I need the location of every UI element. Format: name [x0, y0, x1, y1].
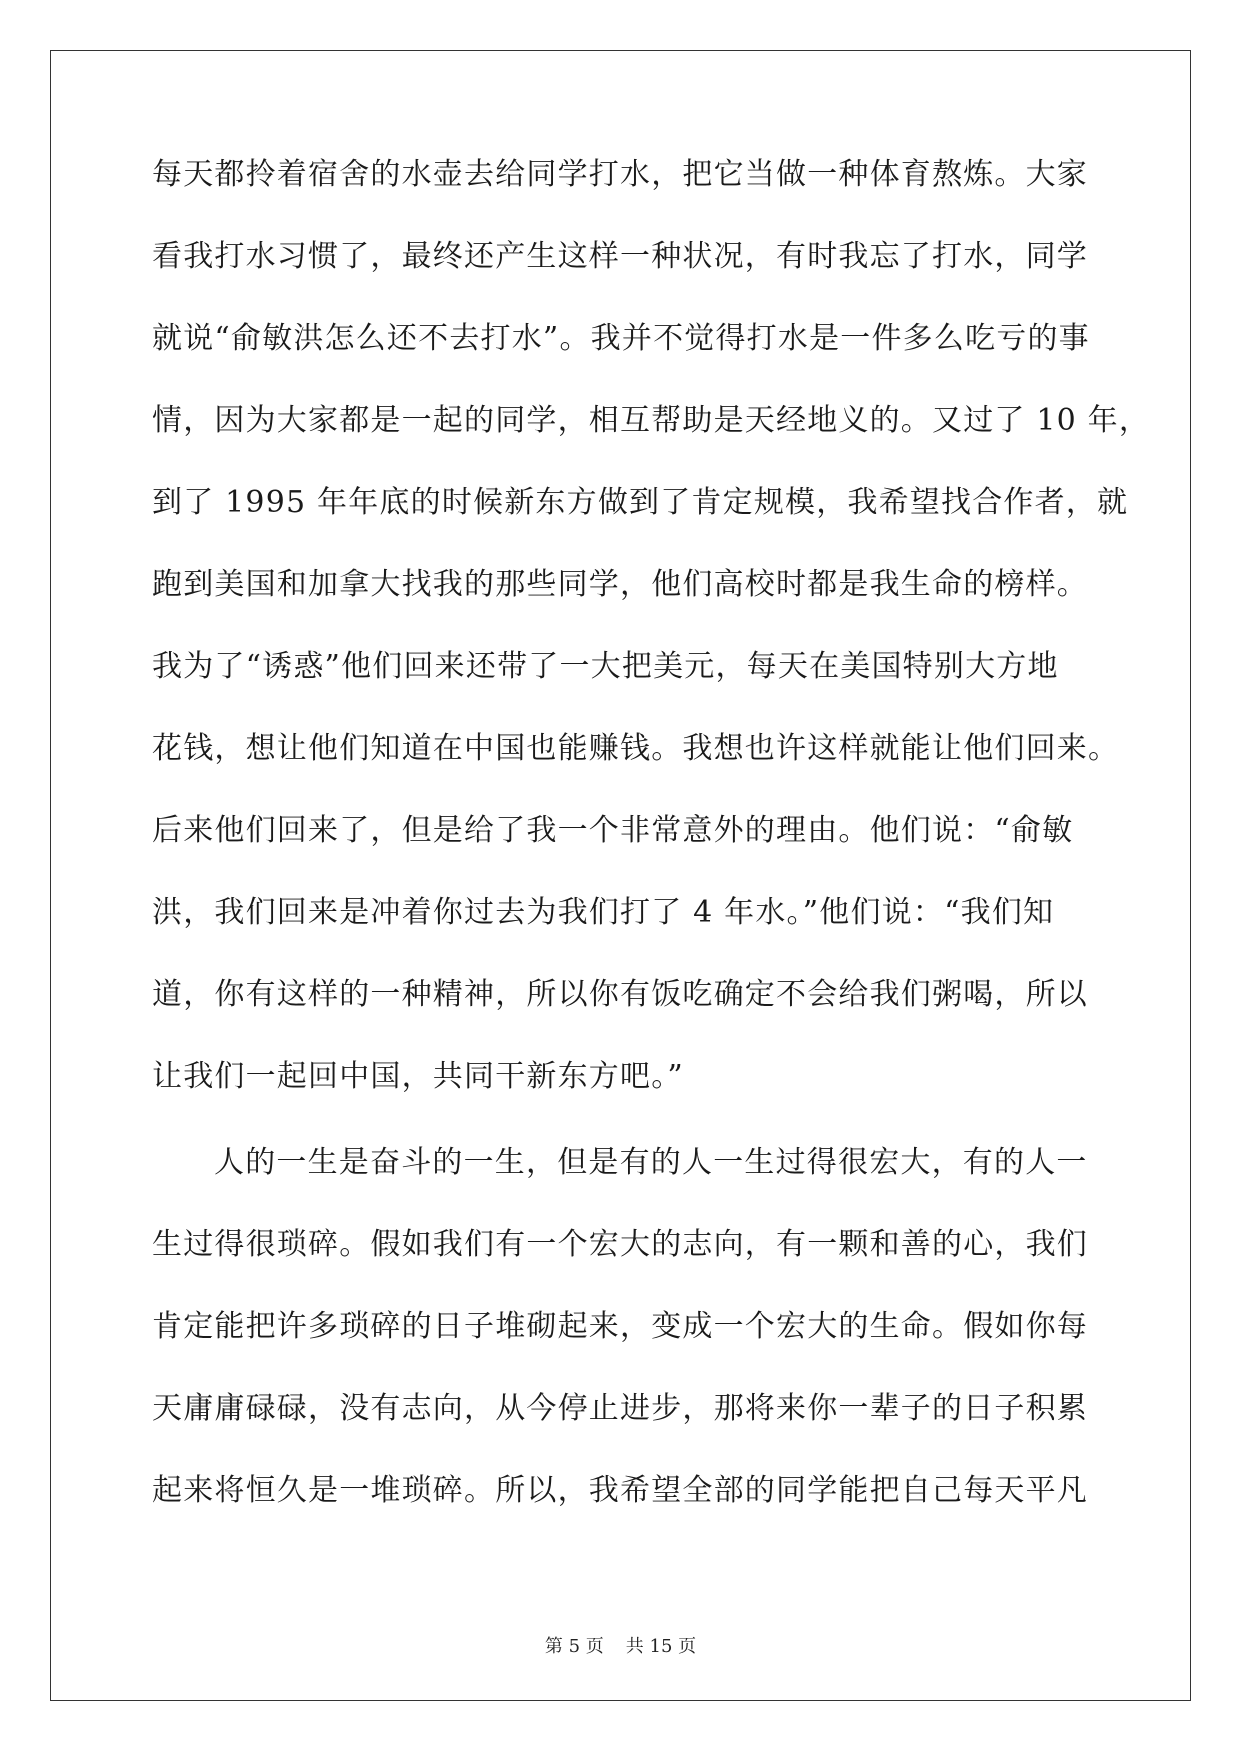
text-line: 情，因为大家都是一起的同学，相互帮助是天经地义的。又过了 10 年， — [152, 403, 1151, 438]
text-line: 天庸庸碌碌，没有志向，从今停止进步，那将来你一辈子的日子积累 — [152, 1391, 1088, 1426]
text-line: 就说“俞敏洪怎么还不去打水”。我并不觉得打水是一件多么吃亏的事 — [152, 321, 1090, 356]
text-line: 人的一生是奋斗的一生，但是有的人一生过得很宏大，有的人一 — [214, 1145, 1088, 1180]
text-line: 洪，我们回来是冲着你过去为我们打了 4 年水。”他们说：“我们知 — [152, 895, 1055, 930]
text-line: 跑到美国和加拿大找我的那些同学，他们高校时都是我生命的榜样。 — [152, 567, 1088, 602]
text-line: 道，你有这样的一种精神，所以你有饭吃确定不会给我们粥喝，所以 — [152, 977, 1088, 1012]
text-line: 后来他们回来了，但是给了我一个非常意外的理由。他们说：“俞敏 — [152, 813, 1074, 848]
page-footer — [0, 1636, 1241, 1658]
text-line: 花钱，想让他们知道在中国也能赚钱。我想也许这样就能让他们回来。 — [152, 731, 1120, 766]
text-line: 看我打水习惯了，最终还产生这样一种状况，有时我忘了打水，同学 — [152, 239, 1088, 274]
text-line: 让我们一起回中国，共同干新东方吧。” — [152, 1059, 684, 1094]
page-total: 共 15 页 — [625, 1636, 697, 1657]
document-body — [152, 157, 1151, 1558]
text-line: 生过得很琐碎。假如我们有一个宏大的志向，有一颗和善的心，我们 — [152, 1227, 1088, 1262]
page-number: 第 5 页 — [544, 1636, 604, 1657]
text-line: 每天都拎着宿舍的水壶去给同学打水，把它当做一种体育熬炼。大家 — [152, 157, 1088, 192]
text-line: 我为了“诱惑”他们回来还带了一大把美元，每天在美国特别大方地 — [152, 649, 1059, 684]
text-line: 起来将恒久是一堆琐碎。所以，我希望全部的同学能把自己每天平凡 — [152, 1473, 1088, 1508]
text-line: 到了 1995 年年底的时候新东方做到了肯定规模，我希望找合作者，就 — [152, 485, 1129, 520]
text-line: 肯定能把许多琐碎的日子堆砌起来，变成一个宏大的生命。假如你每 — [152, 1309, 1088, 1344]
